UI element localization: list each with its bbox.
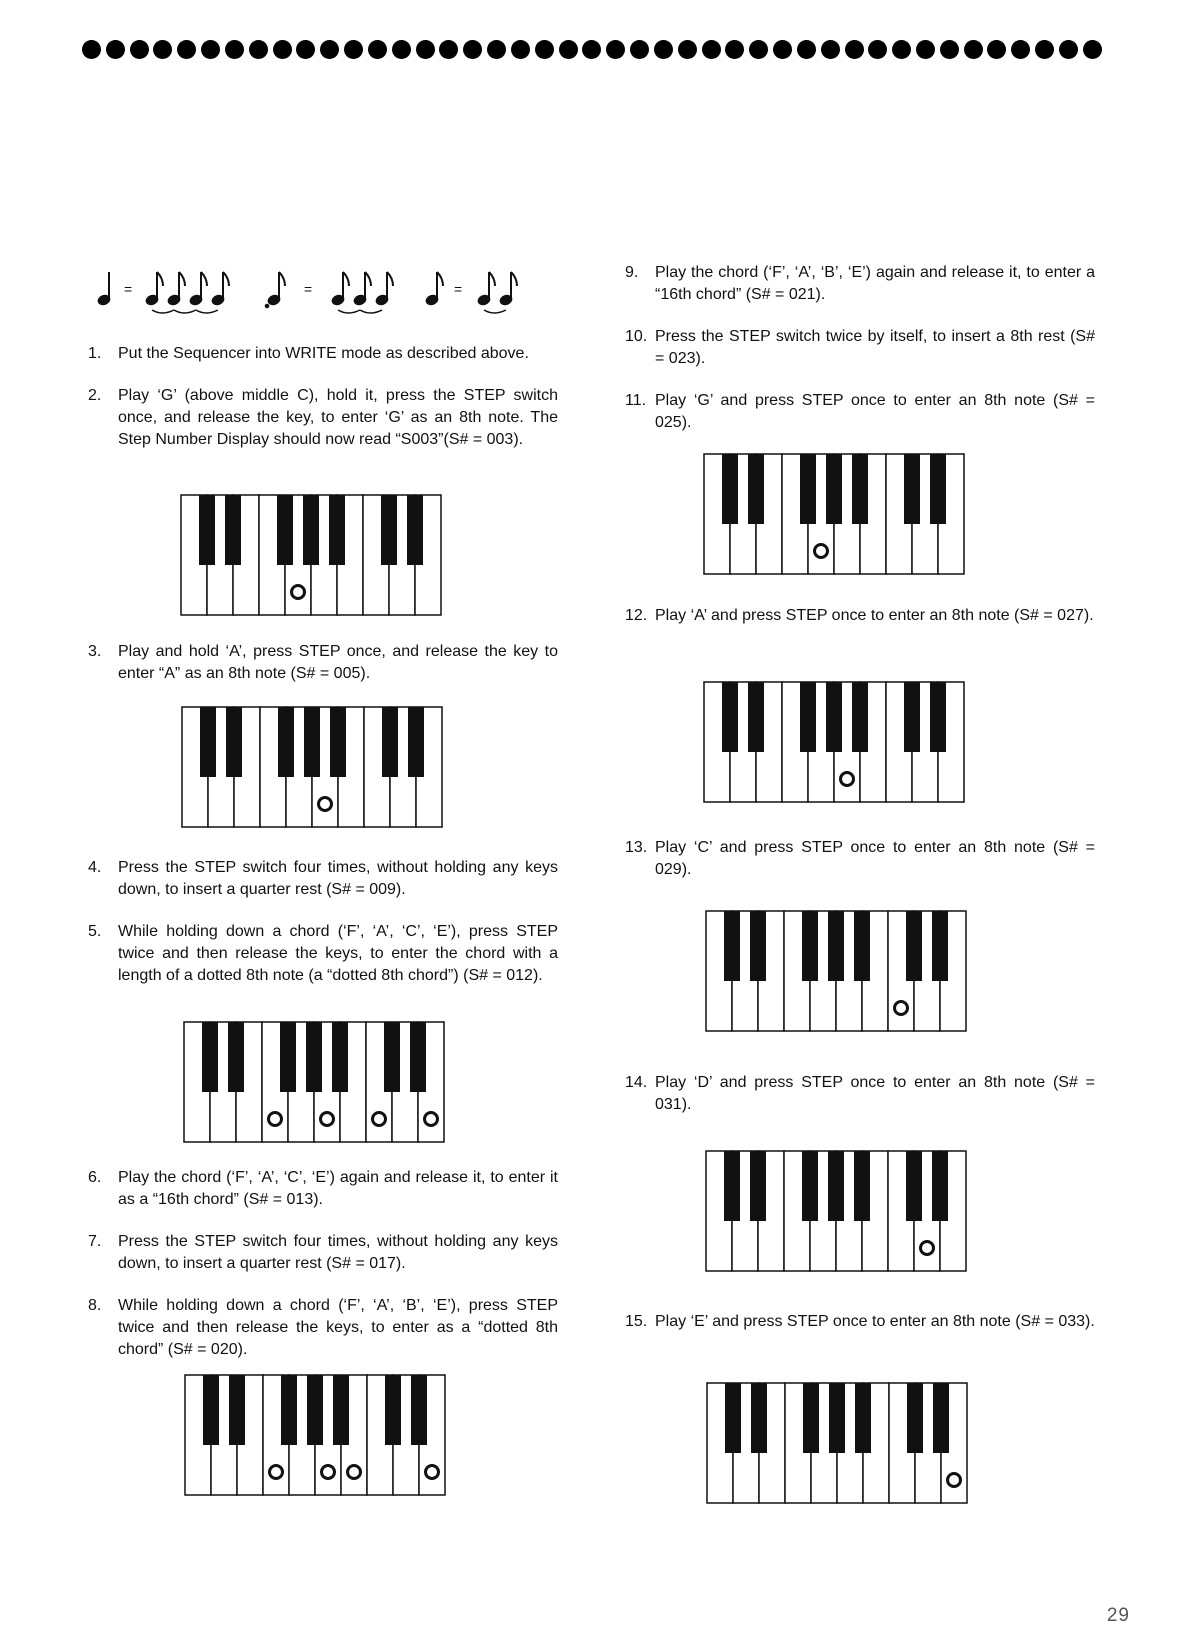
black-key bbox=[226, 707, 242, 777]
svg-text:=: = bbox=[304, 281, 313, 297]
black-key bbox=[826, 682, 842, 752]
rhythm-notation-icon bbox=[92, 262, 552, 322]
black-key bbox=[278, 707, 294, 777]
dot bbox=[249, 40, 268, 59]
dot bbox=[177, 40, 196, 59]
step-14 bbox=[625, 1072, 1095, 1116]
black-key bbox=[722, 682, 738, 752]
keyboard-diagram bbox=[183, 1021, 447, 1143]
step-number: 12. bbox=[625, 607, 648, 624]
step-11 bbox=[625, 390, 1095, 434]
step-text: Press the STEP switch four times, without holding any keys down, to insert a quarter rest (S# = 017). bbox=[118, 1233, 558, 1272]
black-key bbox=[933, 1383, 949, 1453]
step-number: 4. bbox=[88, 859, 102, 876]
dot bbox=[344, 40, 363, 59]
black-key bbox=[229, 1375, 245, 1445]
step-text: Play the chord (‘F’, ‘A’, ‘C’, ‘E’) again and release it, to enter it as a “16th chord” (S# = 013). bbox=[118, 1169, 558, 1208]
dot bbox=[1035, 40, 1054, 59]
black-key bbox=[826, 454, 842, 524]
keyboard-diagram bbox=[703, 681, 967, 803]
dot bbox=[320, 40, 339, 59]
step-number: 15. bbox=[625, 1313, 648, 1330]
black-key bbox=[202, 1022, 218, 1092]
keyboard-diagram bbox=[706, 1382, 970, 1504]
keyboard-diagram bbox=[180, 494, 444, 616]
keyboard-diagram bbox=[181, 706, 445, 828]
step-number: 14. bbox=[625, 1074, 648, 1091]
black-key bbox=[410, 1022, 426, 1092]
step-text: Play ‘E’ and press STEP once to enter an 8th note (S# = 033). bbox=[655, 1313, 1095, 1330]
step-text: While holding down a chord (‘F’, ‘A’, ‘C’, ‘E’), press STEP twice and then release the keys, to enter the chord with a length of a dotted 8th note (a “dotted 8th chord”) (S# = 012). bbox=[118, 923, 558, 984]
dot bbox=[82, 40, 101, 59]
step-text: Play ‘A’ and press STEP once to enter an 8th note (S# = 027). bbox=[655, 607, 1094, 624]
black-key bbox=[225, 495, 241, 565]
dot bbox=[892, 40, 911, 59]
svg-text:=: = bbox=[124, 281, 133, 297]
keyboard-diagram bbox=[703, 453, 967, 575]
keyboard-diagram bbox=[705, 1150, 969, 1272]
dot bbox=[678, 40, 697, 59]
black-key bbox=[724, 1151, 740, 1221]
black-key bbox=[281, 1375, 297, 1445]
step-3 bbox=[88, 641, 558, 685]
keyboard-diagram bbox=[705, 910, 969, 1032]
black-key bbox=[408, 707, 424, 777]
step-13 bbox=[625, 837, 1095, 881]
black-key bbox=[750, 1151, 766, 1221]
dot bbox=[463, 40, 482, 59]
black-key bbox=[200, 707, 216, 777]
dot bbox=[201, 40, 220, 59]
step-text: Press the STEP switch twice by itself, to insert a 8th rest (S# = 023). bbox=[655, 328, 1095, 367]
black-key bbox=[725, 1383, 741, 1453]
dot bbox=[225, 40, 244, 59]
step-4 bbox=[88, 857, 558, 901]
dot bbox=[868, 40, 887, 59]
dot bbox=[106, 40, 125, 59]
black-key bbox=[906, 911, 922, 981]
dot bbox=[368, 40, 387, 59]
black-key bbox=[748, 682, 764, 752]
step-number: 11. bbox=[625, 392, 647, 409]
dot bbox=[392, 40, 411, 59]
black-key bbox=[829, 1383, 845, 1453]
dot bbox=[511, 40, 530, 59]
dot bbox=[773, 40, 792, 59]
dot bbox=[559, 40, 578, 59]
step-number: 9. bbox=[625, 264, 639, 281]
black-key bbox=[904, 454, 920, 524]
step-6 bbox=[88, 1167, 558, 1211]
black-key bbox=[330, 707, 346, 777]
black-key bbox=[411, 1375, 427, 1445]
step-text: While holding down a chord (‘F’, ‘A’, ‘B’, ‘E’), press STEP twice and then release the keys, to enter as a “dotted 8th chord” (S# = 020). bbox=[118, 1297, 558, 1358]
page-number: 29 bbox=[1106, 1605, 1130, 1626]
dot bbox=[606, 40, 625, 59]
dot bbox=[749, 40, 768, 59]
dot bbox=[1059, 40, 1078, 59]
black-key bbox=[852, 454, 868, 524]
dot bbox=[1011, 40, 1030, 59]
black-key bbox=[307, 1375, 323, 1445]
dot bbox=[1083, 40, 1102, 59]
black-key bbox=[724, 911, 740, 981]
dot bbox=[416, 40, 435, 59]
dot bbox=[130, 40, 149, 59]
black-key bbox=[932, 911, 948, 981]
step-number: 3. bbox=[88, 643, 102, 660]
dot bbox=[797, 40, 816, 59]
step-2 bbox=[88, 385, 558, 451]
step-7 bbox=[88, 1231, 558, 1275]
step-10 bbox=[625, 326, 1095, 370]
black-key bbox=[932, 1151, 948, 1221]
black-key bbox=[329, 495, 345, 565]
black-key bbox=[800, 454, 816, 524]
black-key bbox=[228, 1022, 244, 1092]
black-key bbox=[385, 1375, 401, 1445]
dot bbox=[821, 40, 840, 59]
dot bbox=[535, 40, 554, 59]
black-key bbox=[303, 495, 319, 565]
black-key bbox=[800, 682, 816, 752]
black-key bbox=[803, 1383, 819, 1453]
step-text: Play ‘D’ and press STEP once to enter an 8th note (S# = 031). bbox=[655, 1074, 1095, 1113]
black-key bbox=[907, 1383, 923, 1453]
black-key bbox=[306, 1022, 322, 1092]
step-15 bbox=[625, 1311, 1095, 1333]
step-12 bbox=[625, 605, 1095, 627]
dot bbox=[654, 40, 673, 59]
step-5 bbox=[88, 921, 558, 987]
dot bbox=[439, 40, 458, 59]
black-key bbox=[384, 1022, 400, 1092]
step-text: Play and hold ‘A’, press STEP once, and release the key to enter “A” as an 8th note (S# = 005). bbox=[118, 643, 558, 682]
black-key bbox=[748, 454, 764, 524]
black-key bbox=[722, 454, 738, 524]
black-key bbox=[280, 1022, 296, 1092]
black-key bbox=[802, 1151, 818, 1221]
black-key bbox=[381, 495, 397, 565]
step-9 bbox=[625, 262, 1095, 306]
dot bbox=[916, 40, 935, 59]
step-number: 5. bbox=[88, 923, 102, 940]
black-key bbox=[855, 1383, 871, 1453]
dot bbox=[702, 40, 721, 59]
step-number: 10. bbox=[625, 328, 648, 345]
black-key bbox=[852, 682, 868, 752]
dot bbox=[153, 40, 172, 59]
step-text: Play the chord (‘F’, ‘A’, ‘B’, ‘E’) again and release it, to enter a “16th chord” (S# = 021). bbox=[655, 264, 1095, 303]
black-key bbox=[332, 1022, 348, 1092]
step-text: Play ‘C’ and press STEP once to enter an 8th note (S# = 029). bbox=[655, 839, 1095, 878]
step-text: Press the STEP switch four times, without holding any keys down, to insert a quarter rest (S# = 009). bbox=[118, 859, 558, 898]
dot bbox=[940, 40, 959, 59]
step-1 bbox=[88, 343, 558, 365]
step-number: 7. bbox=[88, 1233, 102, 1250]
dot bbox=[582, 40, 601, 59]
step-number: 1. bbox=[88, 345, 102, 362]
step-text: Play ‘G’ and press STEP once to enter an 8th note (S# = 025). bbox=[655, 392, 1095, 431]
black-key bbox=[906, 1151, 922, 1221]
keyboard-diagram bbox=[184, 1374, 448, 1496]
step-number: 8. bbox=[88, 1297, 102, 1314]
step-number: 2. bbox=[88, 387, 102, 404]
black-key bbox=[904, 682, 920, 752]
black-key bbox=[750, 911, 766, 981]
black-key bbox=[854, 1151, 870, 1221]
black-key bbox=[751, 1383, 767, 1453]
dot bbox=[725, 40, 744, 59]
step-number: 6. bbox=[88, 1169, 102, 1186]
black-key bbox=[802, 911, 818, 981]
black-key bbox=[930, 454, 946, 524]
black-key bbox=[930, 682, 946, 752]
dot bbox=[273, 40, 292, 59]
black-key bbox=[203, 1375, 219, 1445]
black-key bbox=[304, 707, 320, 777]
black-key bbox=[854, 911, 870, 981]
dot bbox=[964, 40, 983, 59]
step-text: Play ‘G’ (above middle C), hold it, press the STEP switch once, and release the key, to enter ‘G’ as an 8th note. The Step Number Display should now read “S003”(S# = 003). bbox=[118, 387, 558, 448]
dot bbox=[987, 40, 1006, 59]
black-key bbox=[407, 495, 423, 565]
svg-text:=: = bbox=[454, 281, 463, 297]
step-8 bbox=[88, 1295, 558, 1361]
black-key bbox=[828, 911, 844, 981]
dot bbox=[845, 40, 864, 59]
black-key bbox=[277, 495, 293, 565]
black-key bbox=[828, 1151, 844, 1221]
dot-rule-divider bbox=[82, 36, 1102, 62]
dot bbox=[630, 40, 649, 59]
dot bbox=[487, 40, 506, 59]
black-key bbox=[333, 1375, 349, 1445]
black-key bbox=[199, 495, 215, 565]
step-number: 13. bbox=[625, 839, 648, 856]
step-text: Put the Sequencer into WRITE mode as described above. bbox=[118, 345, 529, 362]
dot bbox=[296, 40, 315, 59]
black-key bbox=[382, 707, 398, 777]
